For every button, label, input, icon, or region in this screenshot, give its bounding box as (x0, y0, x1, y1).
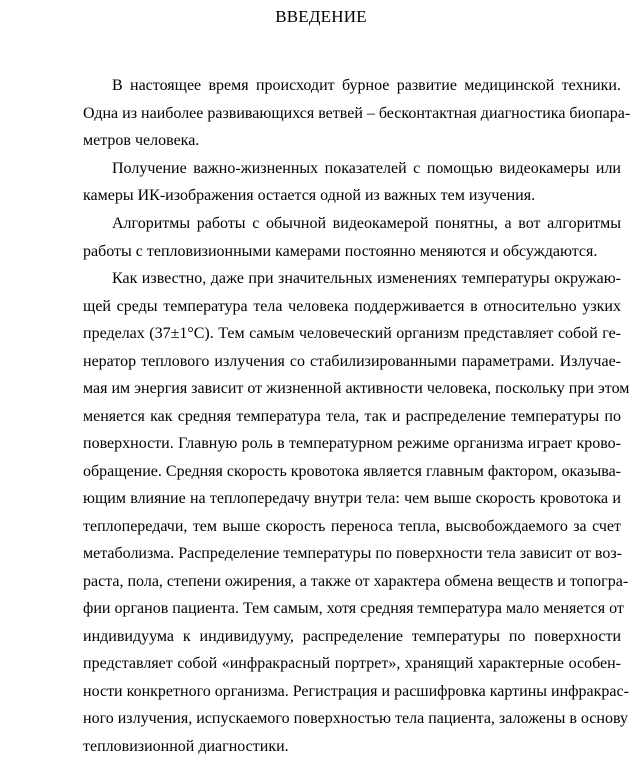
paragraph-4-line-10: теплопередачи, тем выше скорость переноса тепла, высвобождаемого за счет (83, 518, 621, 535)
paragraph-4-line-12: раста, пола, степени ожирения, а также от характера обмена веществ и топогра- (83, 573, 629, 590)
paragraph-4-line-3: пределах (37±1°С). Тем самым человеческий организм представляет собой ге- (83, 325, 621, 342)
paragraph-4-line-4: нератор теплового излучения со стабилизированными параметрами. Излучае- (83, 353, 621, 370)
paragraph-4-line-11: метаболизма. Распределение температуры по поверхности тела зависит от воз- (83, 545, 622, 562)
paragraph-2-line-1: Получение важно-жизненных показателей с помощью видеокамеры или (112, 160, 621, 177)
paragraph-4-line-14: индивидуума к индивидууму, распределение температуры по поверхности (83, 628, 621, 645)
paragraph-4-line-2: щей среды температура тела человека поддерживается в относительно узких (83, 298, 621, 315)
paragraph-4-line-18: тепловизионной диагностики. (83, 738, 289, 755)
paragraph-4-line-1: Как известно, даже при значительных изменениях температуры окружаю- (112, 270, 621, 287)
paragraph-1-line-3: метров человека. (83, 132, 200, 149)
paragraph-4-line-6: меняется как средняя температура тела, так и распределение температуры по (83, 408, 621, 425)
page-title: ВВЕДЕНИЕ (275, 7, 367, 26)
paragraph-4-line-5: мая им энергия зависит от жизненной активности человека, поскольку при этом (83, 380, 630, 397)
paragraph-3-line-1: Алгоритмы работы с обычной видеокамерой понятны, а вот алгоритмы (112, 215, 621, 232)
paragraph-4-line-9: ющим влияние на теплопередачу внутри тела: чем выше скорость кровотока и (83, 490, 621, 507)
paragraph-3-line-2: работы с тепловизионными камерами постоянно меняются и обсуждаются. (83, 243, 598, 260)
paragraph-1-line-1: В настоящее время происходит бурное развитие медицинской техники. (112, 77, 621, 94)
paragraph-4-line-13: фии органов пациента. Тем самым, хотя средняя температура мало меняется от (83, 600, 624, 617)
paragraph-4-line-15: представляет собой «инфракрасный портрет», хранящий характерные особен- (83, 655, 621, 672)
paragraph-2-line-2: камеры ИК-изображения остается одной из важных тем изучения. (83, 187, 536, 204)
paragraph-4-line-8: обращение. Средняя скорость кровотока является главным фактором, оказыва- (83, 463, 621, 480)
paragraph-4-line-16: ности конкретного организма. Регистрация и расшифровка картины инфракрас- (83, 683, 629, 700)
paragraph-4-line-17: ного излучения, испускаемого поверхностью тела пациента, заложены в основу (83, 710, 628, 727)
paragraph-1-line-2: Одна из наиболее развивающихся ветвей – бесконтактная диагностика биопара- (83, 105, 631, 122)
paragraph-4-line-7: поверхности. Главную роль в температурном режиме организма играет крово- (83, 435, 621, 452)
